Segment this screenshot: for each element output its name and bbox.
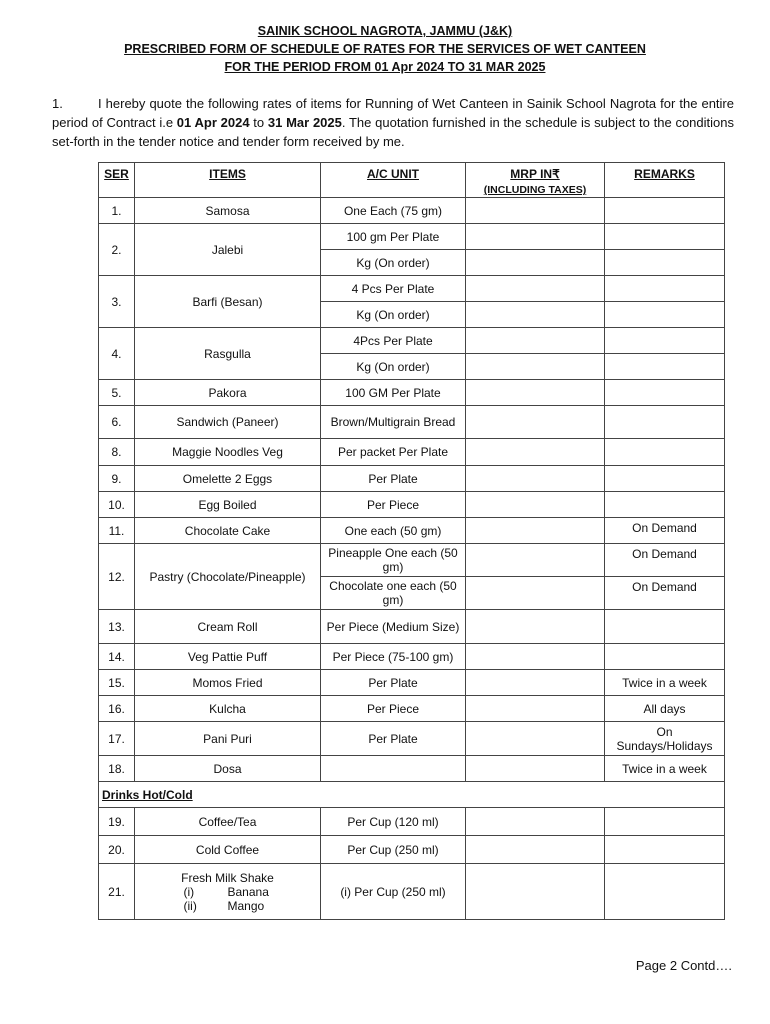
cell-item: Omelette 2 Eggs xyxy=(135,466,321,492)
cell-unit: Kg (On order) xyxy=(321,250,466,276)
cell-mrp[interactable] xyxy=(466,328,605,354)
para-text-2: to xyxy=(249,115,268,130)
table-row xyxy=(99,696,725,722)
cell-mrp[interactable] xyxy=(466,466,605,492)
cell-item: Veg Pattie Puff xyxy=(135,644,321,670)
table-row xyxy=(99,406,725,439)
cell-ser: 14. xyxy=(99,644,135,670)
cell-item: Rasgulla xyxy=(135,328,321,380)
cell-remarks xyxy=(605,836,725,864)
table-row xyxy=(99,836,725,864)
section-row xyxy=(99,782,725,808)
cell-item: Sandwich (Paneer) xyxy=(135,406,321,439)
cell-item: Chocolate Cake xyxy=(135,518,321,544)
table-row xyxy=(99,328,725,354)
cell-mrp[interactable] xyxy=(466,544,605,577)
option-label: Banana xyxy=(227,884,269,899)
cell-unit: 100 GM Per Plate xyxy=(321,380,466,406)
table-row xyxy=(99,864,725,920)
cell-unit: Per Plate xyxy=(321,466,466,492)
cell-mrp[interactable] xyxy=(466,439,605,466)
cell-ser: 12. xyxy=(99,544,135,610)
table-row xyxy=(99,492,725,518)
cell-remarks xyxy=(605,610,725,644)
cell-ser: 13. xyxy=(99,610,135,644)
cell-item: Egg Boiled xyxy=(135,492,321,518)
cell-remarks xyxy=(605,354,725,380)
cell-item: Cold Coffee xyxy=(135,836,321,864)
cell-item: Pakora xyxy=(135,380,321,406)
cell-mrp[interactable] xyxy=(466,836,605,864)
cell-remarks xyxy=(605,250,725,276)
cell-mrp[interactable] xyxy=(466,696,605,722)
cell-ser: 19. xyxy=(99,808,135,836)
cell-ser: 4. xyxy=(99,328,135,380)
cell-remarks: On Demand xyxy=(605,544,725,577)
cell-mrp[interactable] xyxy=(466,518,605,544)
cell-remarks: Twice in a week xyxy=(605,670,725,696)
cell-remarks: All days xyxy=(605,696,725,722)
quotation-paragraph xyxy=(52,94,734,151)
cell-mrp[interactable] xyxy=(466,722,605,756)
table-row xyxy=(99,756,725,782)
cell-unit: 100 gm Per Plate xyxy=(321,224,466,250)
header-mrp-label: MRP IN₹ xyxy=(510,167,560,181)
cell-unit: 4 Pcs Per Plate xyxy=(321,276,466,302)
cell-mrp[interactable] xyxy=(466,670,605,696)
cell-ser: 9. xyxy=(99,466,135,492)
cell-remarks xyxy=(605,380,725,406)
cell-unit: Kg (On order) xyxy=(321,302,466,328)
cell-mrp[interactable] xyxy=(466,644,605,670)
cell-mrp[interactable] xyxy=(466,808,605,836)
table-header-row xyxy=(99,163,725,198)
cell-remarks xyxy=(605,808,725,836)
header-items: ITEMS xyxy=(135,163,321,198)
cell-unit: Per Piece xyxy=(321,492,466,518)
cell-ser: 21. xyxy=(99,864,135,920)
para-text-1: I hereby quote the following rates of items for Running of Wet Canteen in Sainik School Nagrota for the entire period of Contract i.e xyxy=(52,96,734,130)
cell-remarks xyxy=(605,492,725,518)
cell-ser: 17. xyxy=(99,722,135,756)
table-row xyxy=(99,722,725,756)
cell-ser: 6. xyxy=(99,406,135,439)
cell-unit: Chocolate one each (50 gm) xyxy=(321,577,466,610)
cell-mrp[interactable] xyxy=(466,224,605,250)
cell-remarks xyxy=(605,224,725,250)
school-title: SAINIK SCHOOL NAGROTA, JAMMU (J&K) xyxy=(257,24,513,38)
rates-table xyxy=(98,162,725,920)
page-footer: Page 2 Contd…. xyxy=(635,958,732,973)
cell-remarks xyxy=(605,864,725,920)
cell-mrp[interactable] xyxy=(466,354,605,380)
cell-remarks xyxy=(605,439,725,466)
cell-ser: 15. xyxy=(99,670,135,696)
cell-remarks: Twice in a week xyxy=(605,756,725,782)
table-row xyxy=(99,439,725,466)
cell-item: Pastry (Chocolate/Pineapple) xyxy=(135,544,321,610)
cell-unit: 4Pcs Per Plate xyxy=(321,328,466,354)
cell-unit: Per Piece (75-100 gm) xyxy=(321,644,466,670)
milkshake-options xyxy=(184,885,272,913)
cell-remarks xyxy=(605,644,725,670)
section-drinks: Drinks Hot/Cold xyxy=(99,782,725,808)
cell-unit: Per Plate xyxy=(321,722,466,756)
header-mrp-sub: (INCLUDING TAXES) xyxy=(483,184,587,196)
cell-unit: Per Cup (120 ml) xyxy=(321,808,466,836)
cell-item: Momos Fried xyxy=(135,670,321,696)
cell-item: Jalebi xyxy=(135,224,321,276)
para-bold-start-date: 01 Apr 2024 xyxy=(176,115,250,130)
cell-remarks xyxy=(605,328,725,354)
cell-unit: One Each (75 gm) xyxy=(321,198,466,224)
form-title: PRESCRIBED FORM OF SCHEDULE OF RATES FOR THE SERVICES OF WET CANTEEN xyxy=(124,42,646,56)
cell-unit: One each (50 gm) xyxy=(321,518,466,544)
table-row xyxy=(99,198,725,224)
header-unit: A/C UNIT xyxy=(321,163,466,198)
paragraph-number: 1. xyxy=(52,96,63,111)
cell-unit: Kg (On order) xyxy=(321,354,466,380)
cell-mrp[interactable] xyxy=(466,276,605,302)
cell-unit: Pineapple One each (50 gm) xyxy=(321,544,466,577)
cell-mrp[interactable] xyxy=(466,198,605,224)
cell-ser: 20. xyxy=(99,836,135,864)
table-row xyxy=(99,518,725,544)
cell-item: Pani Puri xyxy=(135,722,321,756)
cell-mrp[interactable] xyxy=(466,380,605,406)
cell-item: Maggie Noodles Veg xyxy=(135,439,321,466)
cell-remarks xyxy=(605,276,725,302)
table-row xyxy=(99,808,725,836)
cell-remarks xyxy=(605,406,725,439)
table-row xyxy=(99,380,725,406)
header-remarks: REMARKS xyxy=(605,163,725,198)
cell-unit: Per Piece xyxy=(321,696,466,722)
cell-item xyxy=(135,864,321,920)
cell-mrp[interactable] xyxy=(466,756,605,782)
cell-remarks xyxy=(605,466,725,492)
cell-mrp[interactable] xyxy=(466,610,605,644)
cell-remarks xyxy=(605,302,725,328)
cell-unit: Per Piece (Medium Size) xyxy=(321,610,466,644)
cell-mrp[interactable] xyxy=(466,302,605,328)
cell-mrp[interactable] xyxy=(466,492,605,518)
cell-remarks: On Sundays/Holidays xyxy=(605,722,725,756)
cell-mrp[interactable] xyxy=(466,406,605,439)
cell-unit: Per packet Per Plate xyxy=(321,439,466,466)
cell-item: Dosa xyxy=(135,756,321,782)
table-row xyxy=(99,466,725,492)
para-text-3: . The quotation furnished in the schedule is subject to the conditions set-forth in the tender notice and tender form received by me. xyxy=(52,115,734,149)
cell-remarks: On Demand xyxy=(605,577,725,610)
cell-ser: 18. xyxy=(99,756,135,782)
para-bold-end-date: 31 Mar 2025 xyxy=(267,115,342,130)
cell-item: Cream Roll xyxy=(135,610,321,644)
cell-item: Coffee/Tea xyxy=(135,808,321,836)
cell-item: Kulcha xyxy=(135,696,321,722)
cell-ser: 3. xyxy=(99,276,135,328)
cell-unit xyxy=(321,756,466,782)
cell-mrp[interactable] xyxy=(466,864,605,920)
cell-ser: 10. xyxy=(99,492,135,518)
option-label: Mango xyxy=(227,898,265,913)
milkshake-title: Fresh Milk Shake xyxy=(181,870,274,885)
cell-mrp[interactable] xyxy=(466,577,605,610)
table-row xyxy=(99,544,725,577)
cell-unit: (i) Per Cup (250 ml) xyxy=(321,864,466,920)
option-number: (i) xyxy=(183,884,195,899)
cell-unit: Per Cup (250 ml) xyxy=(321,836,466,864)
cell-ser: 16. xyxy=(99,696,135,722)
cell-item: Barfi (Besan) xyxy=(135,276,321,328)
period-title: FOR THE PERIOD FROM 01 Apr 2024 TO 31 MAR 2025 xyxy=(224,60,546,74)
cell-unit: Brown/Multigrain Bread xyxy=(321,406,466,439)
cell-mrp[interactable] xyxy=(466,250,605,276)
table-row xyxy=(99,644,725,670)
table-row xyxy=(99,610,725,644)
cell-ser: 1. xyxy=(99,198,135,224)
table-row xyxy=(99,224,725,250)
option-number: (ii) xyxy=(183,898,197,913)
header-ser: SER xyxy=(99,163,135,198)
header-mrp xyxy=(466,163,605,198)
cell-remarks: On Demand xyxy=(605,518,725,544)
cell-ser: 11. xyxy=(99,518,135,544)
cell-unit: Per Plate xyxy=(321,670,466,696)
cell-ser: 2. xyxy=(99,224,135,276)
cell-ser: 5. xyxy=(99,380,135,406)
cell-ser: 8. xyxy=(99,439,135,466)
table-row xyxy=(99,276,725,302)
cell-remarks xyxy=(605,198,725,224)
table-row xyxy=(99,670,725,696)
cell-item: Samosa xyxy=(135,198,321,224)
